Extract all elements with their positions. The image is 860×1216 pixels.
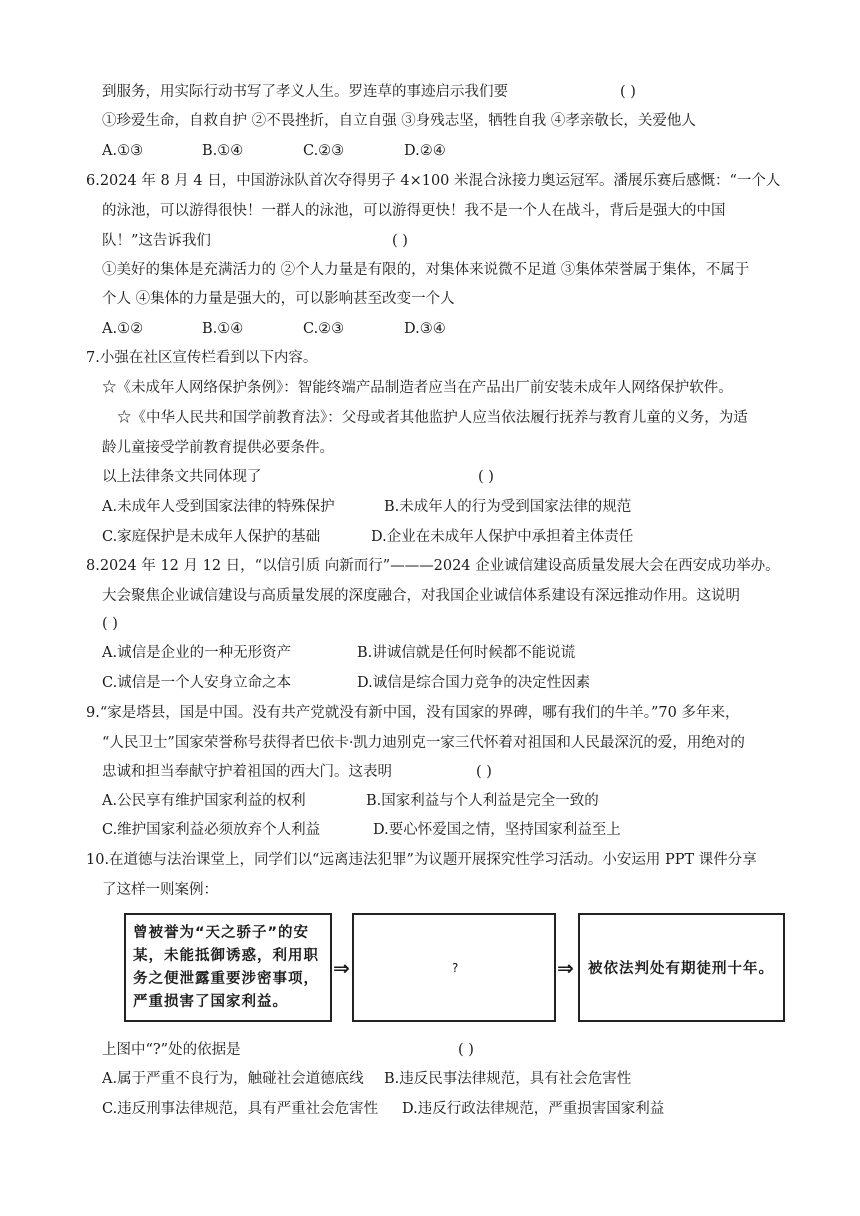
q7-stem-line1: 7.小强在社区宣传栏看到以下内容。 — [86, 350, 318, 366]
case-box-2-question-mark: ? — [452, 961, 460, 975]
q9-stem-line1: 9.“家是塔县，国是中国。没有共产党就没有新中国，没有国家的界碑，哪有我们的牛羊。”70 多年来， — [86, 705, 740, 721]
q7-law-2: ☆《中华人民共和国学前教育法》：父母或者其他监护人应当依法履行抚养与教育儿童的义务，为适 — [117, 410, 748, 426]
q6-items-line1: ①美好的集体是充满活力的 ②个人力量是有限的，对集体来说微不足道 ③集体荣誉属于集体，不属于 — [102, 262, 750, 278]
q5-stem: 到服务，用实际行动书写了孝义人生。罗连草的事迹启示我们要 — [102, 84, 508, 100]
q10-option-a: A.属于严重不良行为，触碰社会道德底线 — [102, 1071, 364, 1087]
q9-option-a: A.公民享有维护国家利益的权利 — [102, 793, 306, 809]
q8-option-a: A.诚信是企业的一种无形资产 — [102, 645, 292, 661]
q8-stem-line1: 8.2024 年 12 月 12 日，“以信引质 向新而行”———2024 企业诚信建设高质量发展大会在西安成功举办。 — [86, 558, 780, 574]
q7-option-b: B.未成年人的行为受到国家法律的规范 — [384, 499, 632, 515]
case-box-1-line4: 严重损害了国家利益。 — [133, 994, 288, 1010]
q9-option-c: C.维护国家利益必须放弃个人利益 — [102, 822, 321, 838]
q5-items: ①珍爱生命，自救自护 ②不畏挫折，自立自强 ③身残志坚，牺牲自我 ④孝亲敬长，关爱他人 — [102, 113, 696, 129]
q8-option-d: D.诚信是综合国力竞争的决定性因素 — [357, 675, 591, 691]
q8-option-b: B.讲诚信就是任何时候都不能说谎 — [357, 645, 576, 661]
q6-answer-paren: ( ) — [392, 233, 408, 249]
case-box-1-line3: 务之便泄露重要涉密事项， — [133, 971, 319, 987]
q7-answer-paren: ( ) — [478, 469, 494, 485]
case-box-1-line2: 某，未能抵御诱惑，利用职 — [133, 948, 319, 964]
q6-items-line2: 个人 ④集体的力量是强大的，可以影响甚至改变一个人 — [102, 291, 455, 307]
q10-stem-line1: 10.在道德与法治课堂上，同学们以“远离违法犯罪”为议题开展探究性学习活动。小安运用 PPT 课件分享 — [86, 852, 757, 868]
q7-law-2-cont: 龄儿童接受学前教育提供必要条件。 — [102, 440, 334, 456]
q10-option-d: D.违反行政法律规范，严重损害国家利益 — [402, 1101, 665, 1117]
q10-stem-line2: 了这样一则案例： — [102, 882, 218, 898]
q7-option-d: D.企业在未成年人保护中承担着主体责任 — [371, 529, 634, 545]
q5-answer-paren: ( ) — [620, 84, 636, 100]
q6-stem-line3: 队！”这告诉我们 — [102, 233, 211, 249]
q9-option-d: D.要心怀爱国之情，坚持国家利益至上 — [373, 822, 621, 838]
q5-option-d: D.②④ — [404, 143, 446, 159]
q9-option-b: B.国家利益与个人利益是完全一致的 — [366, 793, 599, 809]
q6-option-a: A.①② — [102, 321, 144, 337]
q8-option-c: C.诚信是一个人安身立命之本 — [102, 675, 292, 691]
q5-option-c: C.②③ — [303, 143, 345, 159]
q10-question: 上图中“?”处的依据是 — [102, 1042, 241, 1058]
q6-stem-line2: 的泳池，可以游得很快！一群人的泳池，可以游得更快！我不是一个人在战斗，背后是强大的中国 — [102, 203, 726, 219]
q7-question: 以上法律条文共同体现了 — [102, 469, 262, 485]
flow-arrow-2: ⇒ — [557, 956, 574, 980]
q8-stem-line2: 大会聚焦企业诚信建设与高质量发展的深度融合，对我国企业诚信体系建设有深远推动作用。这说明 — [102, 588, 740, 604]
q9-stem-line3: 忠诚和担当奉献守护着祖国的西大门。这表明 — [102, 764, 392, 780]
q6-option-b: B.①④ — [202, 321, 244, 337]
case-box-3-text: 被依法判处有期徒刑十年。 — [588, 961, 774, 977]
q10-option-b: B.违反民事法律规范，具有社会危害性 — [384, 1071, 632, 1087]
q7-law-1: ☆《未成年人网络保护条例》：智能终端产品制造者应当在产品出厂前安装未成年人网络保护软件。 — [102, 380, 733, 396]
case-box-1 — [124, 913, 332, 1022]
q6-option-d: D.③④ — [404, 321, 446, 337]
q8-answer-paren: ( ) — [102, 616, 118, 632]
q5-option-a: A.①③ — [102, 143, 144, 159]
q9-stem-line2: “人民卫士”国家荣誉称号获得者巴依卡·凯力迪别克一家三代怀着对祖国和人民最深沉的爱，用绝对的 — [102, 735, 745, 751]
flow-arrow-1: ⇒ — [333, 956, 350, 980]
q7-option-c: C.家庭保护是未成年人保护的基础 — [102, 529, 321, 545]
q6-stem-line1: 6.2024 年 8 月 4 日，中国游泳队首次夺得男子 4×100 米混合泳接力奥运冠军。潘展乐赛后感慨：“一个人 — [86, 173, 781, 189]
case-box-2 — [352, 913, 556, 1022]
q10-option-c: C.违反刑事法律规范，具有严重社会危害性 — [102, 1101, 379, 1117]
q6-option-c: C.②③ — [303, 321, 345, 337]
case-box-1-line1: 曾被誉为“天之骄子”的安 — [133, 925, 310, 941]
q10-answer-paren: ( ) — [458, 1042, 474, 1058]
q9-answer-paren: ( ) — [476, 764, 492, 780]
case-box-3 — [578, 913, 785, 1022]
q7-option-a: A.未成年人受到国家法律的特殊保护 — [102, 499, 335, 515]
q5-option-b: B.①④ — [202, 143, 244, 159]
